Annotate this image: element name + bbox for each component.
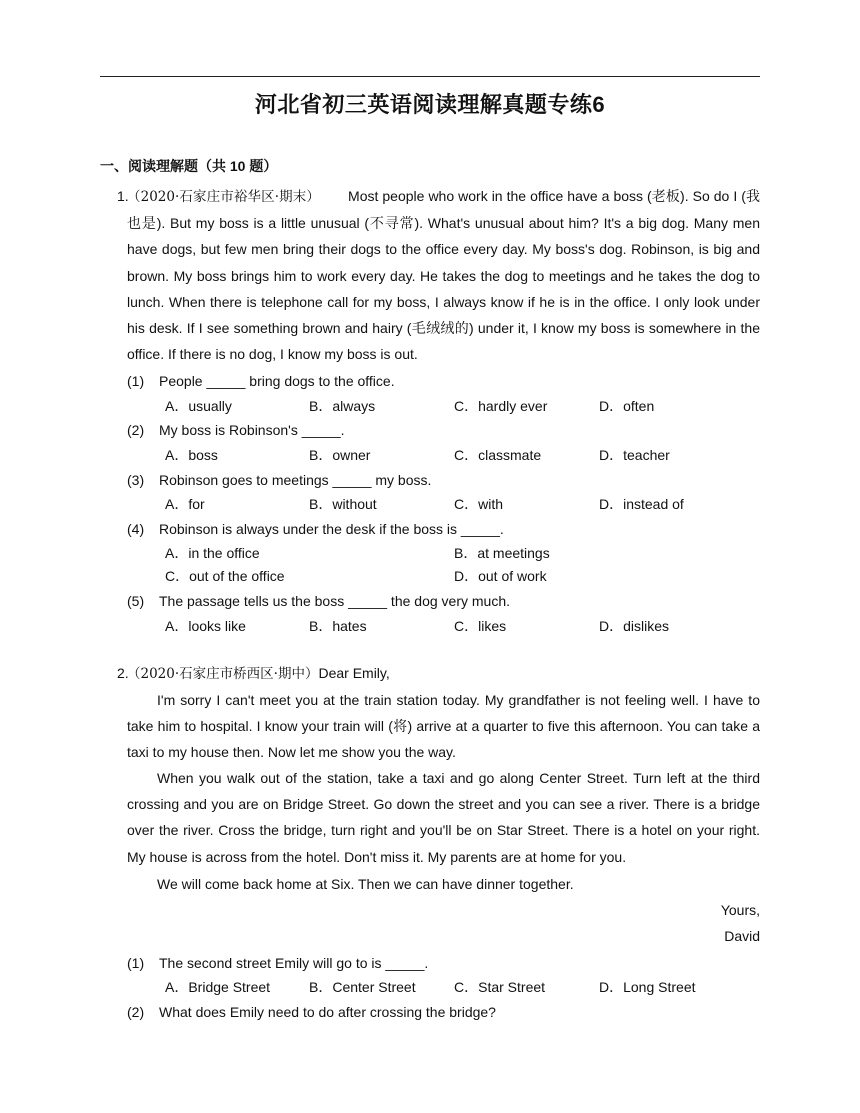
q1-sub5-option-c[interactable]: C．likes [454, 618, 507, 634]
q1-sub4-option-a[interactable]: A．in the office [165, 545, 260, 561]
q1-sub2-option-c[interactable]: C．classmate [454, 447, 542, 463]
q2-paragraph-3: We will come back home at Six. Then we can have dinner together. [157, 876, 574, 892]
header-rule [100, 76, 760, 77]
q1-sub4-option-c[interactable]: C．out of the office [165, 568, 285, 584]
q1-sub2-option-d[interactable]: D．teacher [599, 447, 670, 463]
q1-sub5-stem: The passage tells us the boss _____ the dog very much. [159, 593, 510, 609]
q1-number: 1. [117, 188, 129, 204]
q2-header [117, 660, 760, 687]
q1-sub4-stem: Robinson is always under the desk if the boss is _____. [159, 521, 504, 537]
q1-sub4-option-b[interactable]: B．at meetings [454, 545, 550, 561]
q2-greeting: Dear Emily, [318, 665, 390, 681]
q2-sub1-option-a[interactable]: A．Bridge Street [165, 979, 271, 995]
q1-passage [117, 183, 760, 367]
q2-paragraph-2: When you walk out of the station, take a taxi and go along Center Street. Turn left at the third crossing and you are on Bridge Street. Go down the street and you can see a river. There is a bridge over the river. Cross the bridge, turn right and you'll be on Star Street. There is a hotel on your right. My house is across from the hotel. Don't miss it. My parents are at home for you. [127, 770, 760, 865]
q1-sub5-option-a[interactable]: A．looks like [165, 618, 246, 634]
q2-source: （2020·石家庄市桥西区·期中） [127, 666, 319, 682]
q1-sub3-option-d[interactable]: D．instead of [599, 496, 684, 512]
q1-sub2-option-b[interactable]: B．owner [309, 447, 371, 463]
q2-sub2-stem: What does Emily need to do after crossing the bridge? [159, 1004, 496, 1020]
q1-sub1-option-a[interactable]: A．usually [165, 398, 232, 414]
q1-sub1-option-b[interactable]: B．always [309, 398, 376, 414]
q1-sub2-number: (2) [127, 422, 145, 438]
q1-sub1-stem: People _____ bring dogs to the office. [159, 373, 395, 389]
q1-sub4-option-d[interactable]: D．out of work [454, 568, 547, 584]
page-title: 河北省初三英语阅读理解真题专练6 [254, 92, 606, 117]
q2-sub1-option-c[interactable]: C．Star Street [454, 979, 546, 995]
q1-sub5-option-d[interactable]: D．dislikes [599, 618, 670, 634]
q2-number: 2. [117, 665, 129, 681]
q1-passage-text: Most people who work in the office have a boss (老板). So do I (我也是). But my boss is a little unusual (不寻常). What's unusual about him? It's a big dog. Many men have dogs, but few men bring their dogs to the office every day. My boss's dog. Robinson, is big and brown. My boss brings him to work every day. He takes the dog to meetings and he takes the dog to lunch. When there is telephone call for my boss, I always know if he is in the office. I only look under his desk. If I see something brown and hairy (毛绒绒的) under it, I know my boss is somewhere in the office. If there is no dog, I know my boss is out. [127, 188, 760, 363]
q1-sub3-option-a[interactable]: A．for [165, 496, 205, 512]
q1-sub5-option-b[interactable]: B．hates [309, 618, 367, 634]
q1-sub3-option-c[interactable]: C．with [454, 496, 504, 512]
q2-closing: Yours, [720, 902, 760, 918]
q2-signature: David [724, 928, 760, 944]
q2-paragraph-1: I'm sorry I can't meet you at the train station today. My grandfather is not feeling well. I have to take him to hospital. I know your train will (将) arrive at a quarter to five this afternoon. You can take a taxi to my house then. Now let me show you the way. [127, 692, 760, 761]
q1-sub1-option-d[interactable]: D．often [599, 398, 655, 414]
q1-sub5-number: (5) [127, 593, 145, 609]
section-heading: 一、阅读理解题（共 10 题） [100, 158, 278, 174]
q2-sub2-number: (2) [127, 1004, 145, 1020]
q1-sub3-number: (3) [127, 472, 145, 488]
q2-sub1-option-b[interactable]: B．Center Street [309, 979, 416, 995]
q1-sub1-option-c[interactable]: C．hardly ever [454, 398, 548, 414]
q2-sub1-number: (1) [127, 955, 145, 971]
q1-sub3-option-b[interactable]: B．without [309, 496, 377, 512]
q1-sub4-number: (4) [127, 521, 145, 537]
q1-sub3-stem: Robinson goes to meetings _____ my boss. [159, 472, 432, 488]
q1-sub2-option-a[interactable]: A．boss [165, 447, 218, 463]
q1-sub1-number: (1) [127, 373, 145, 389]
q1-sub2-stem: My boss is Robinson's _____. [159, 422, 345, 438]
q2-sub1-stem: The second street Emily will go to is _____. [159, 955, 429, 971]
q2-sub1-option-d[interactable]: D．Long Street [599, 979, 696, 995]
q1-source: （2020·石家庄市裕华区·期末） [127, 189, 320, 205]
